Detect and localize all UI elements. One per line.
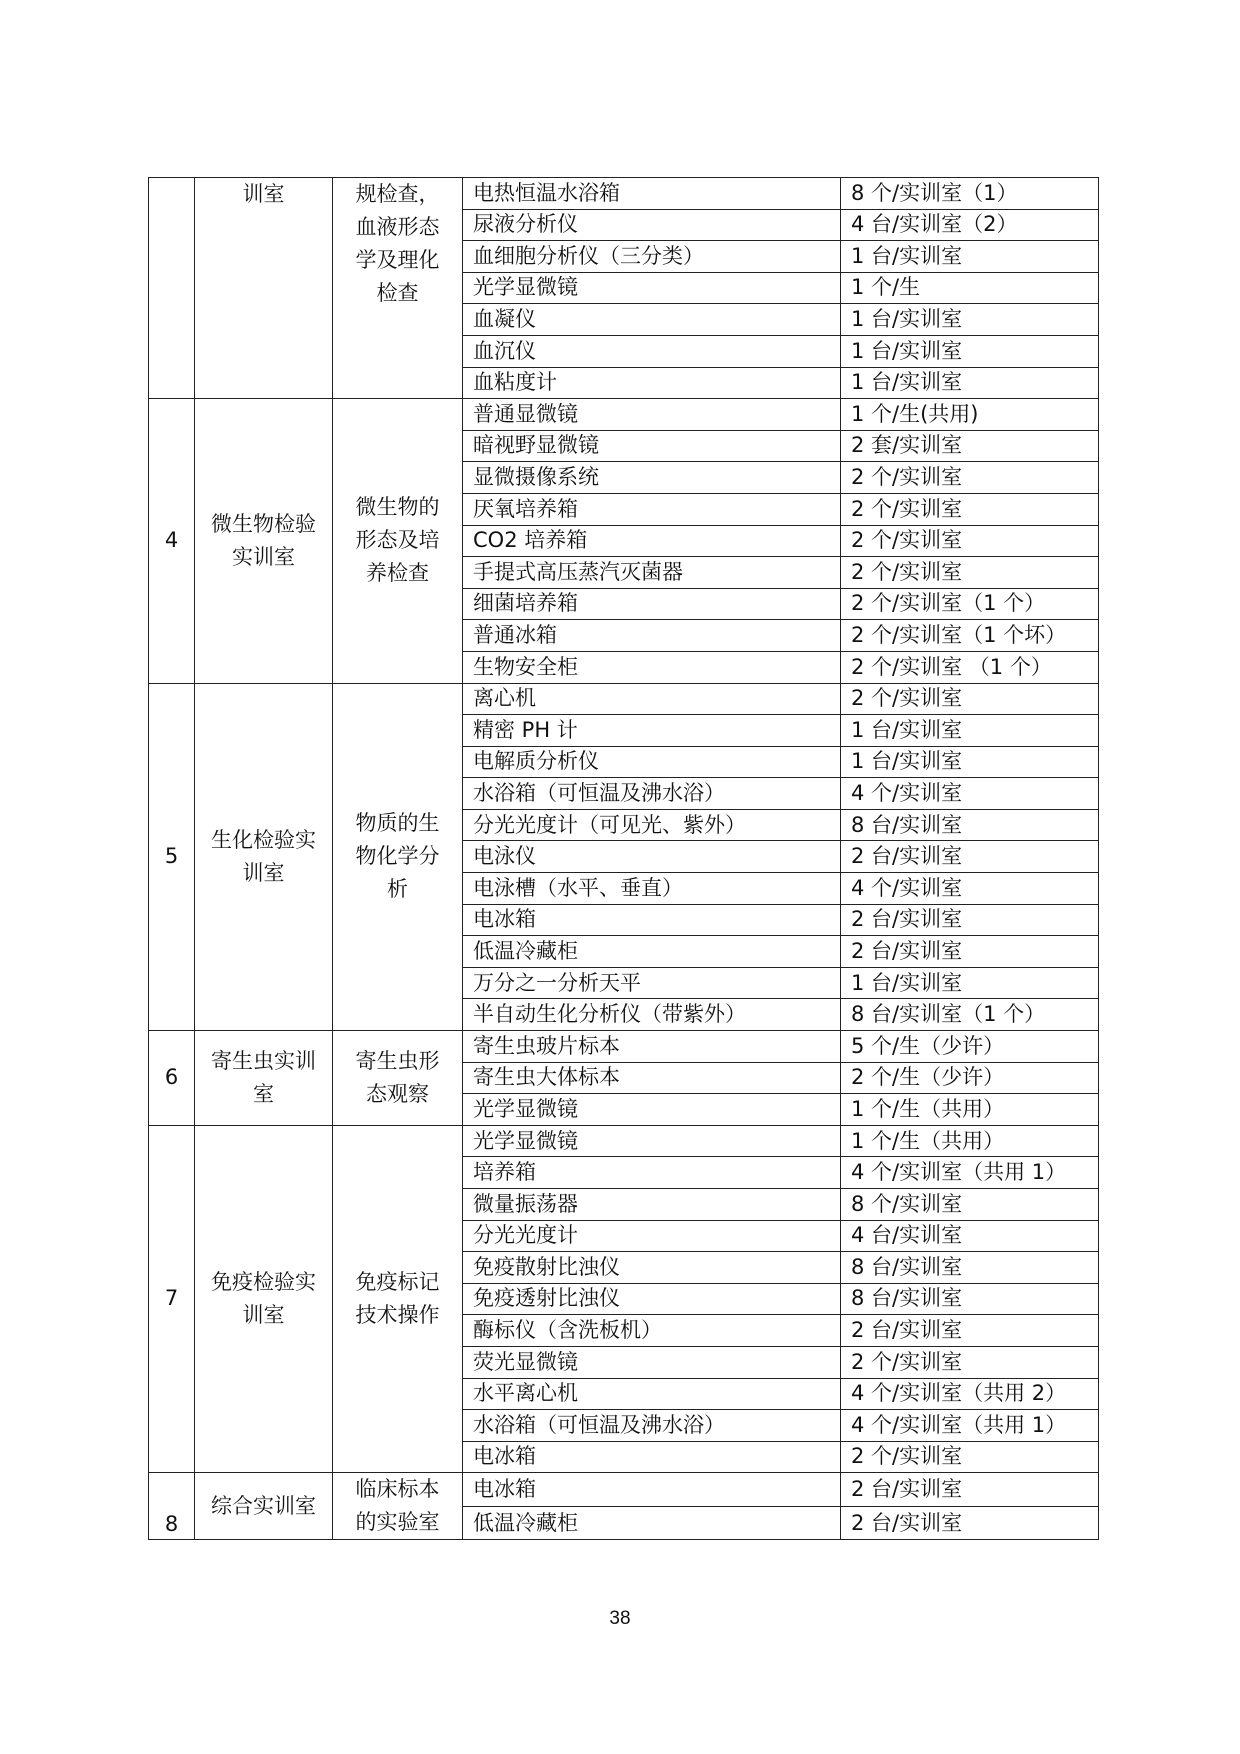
equipment-quantity: 2 个/实训室（1 个） bbox=[841, 588, 1099, 620]
purpose-line: 寄生虫形 bbox=[355, 1048, 440, 1073]
equipment-name: 寄生虫大体标本 bbox=[463, 1062, 841, 1094]
equipment-name: 电冰箱 bbox=[463, 904, 841, 936]
purpose-line: 态观察 bbox=[366, 1081, 429, 1106]
equipment-name: 荧光显微镜 bbox=[463, 1346, 841, 1378]
equipment-quantity: 4 个/实训室 bbox=[841, 778, 1099, 810]
group-number: 8 bbox=[149, 1473, 195, 1540]
equipment-name: 显微摄像系统 bbox=[463, 462, 841, 494]
equipment-name: 免疫透射比浊仪 bbox=[463, 1283, 841, 1315]
equipment-name: 分光光度计 bbox=[463, 1220, 841, 1252]
purpose-line: 规检查， bbox=[355, 182, 440, 206]
table-row bbox=[149, 178, 1099, 210]
equipment-name: 离心机 bbox=[463, 683, 841, 715]
room-name bbox=[195, 1031, 333, 1126]
equipment-name: 血凝仪 bbox=[463, 304, 841, 336]
equipment-name: 电泳槽（水平、垂直） bbox=[463, 873, 841, 905]
equipment-name: 万分之一分析天平 bbox=[463, 967, 841, 999]
room-name-line: 微生物检验 bbox=[211, 511, 316, 536]
equipment-name: 暗视野显微镜 bbox=[463, 430, 841, 462]
room-name-line: 综合实训室 bbox=[211, 1493, 316, 1518]
equipment-quantity: 1 台/实训室 bbox=[841, 967, 1099, 999]
equipment-name: 普通显微镜 bbox=[463, 399, 841, 431]
equipment-name: 电冰箱 bbox=[463, 1473, 841, 1507]
equipment-name: 微量振荡器 bbox=[463, 1189, 841, 1221]
table-row bbox=[149, 683, 1099, 715]
purpose-line: 的实验室 bbox=[355, 1510, 440, 1535]
equipment-name: 免疫散射比浊仪 bbox=[463, 1252, 841, 1284]
room-name bbox=[195, 178, 333, 399]
table-row bbox=[149, 1473, 1099, 1507]
equipment-quantity: 1 台/实训室 bbox=[841, 335, 1099, 367]
equipment-quantity: 2 台/实训室 bbox=[841, 1506, 1099, 1540]
purpose-line: 物化学分 bbox=[355, 844, 440, 869]
equipment-quantity: 2 台/实训室 bbox=[841, 936, 1099, 968]
equipment-name: 电热恒温水浴箱 bbox=[463, 178, 841, 210]
equipment-quantity: 2 个/实训室 bbox=[841, 462, 1099, 494]
equipment-quantity: 2 个/实训室 bbox=[841, 683, 1099, 715]
equipment-name: 低温冷藏柜 bbox=[463, 936, 841, 968]
equipment-name: 光学显微镜 bbox=[463, 272, 841, 304]
training-purpose bbox=[333, 1473, 463, 1540]
equipment-name: 水浴箱（可恒温及沸水浴） bbox=[463, 1410, 841, 1442]
equipment-quantity: 2 个/实训室 bbox=[841, 1441, 1099, 1473]
equipment-name: CO2 培养箱 bbox=[463, 525, 841, 557]
equipment-name: 血粘度计 bbox=[463, 367, 841, 399]
equipment-quantity: 8 台/实训室（1 个） bbox=[841, 999, 1099, 1031]
equipment-name: 培养箱 bbox=[463, 1157, 841, 1189]
training-purpose bbox=[333, 1125, 463, 1473]
purpose-line: 物质的生 bbox=[355, 811, 440, 836]
room-name-line: 寄生虫实训 bbox=[211, 1048, 316, 1073]
equipment-name: 手提式高压蒸汽灭菌器 bbox=[463, 557, 841, 589]
room-name-line: 训室 bbox=[242, 182, 285, 206]
purpose-line: 形态及培 bbox=[355, 528, 440, 553]
purpose-line: 析 bbox=[387, 877, 408, 902]
equipment-quantity: 1 个/生（共用） bbox=[841, 1125, 1099, 1157]
equipment-name: 血沉仪 bbox=[463, 335, 841, 367]
equipment-name: 电解质分析仪 bbox=[463, 746, 841, 778]
equipment-quantity: 2 个/实训室 bbox=[841, 1346, 1099, 1378]
equipment-quantity: 2 个/生（少许） bbox=[841, 1062, 1099, 1094]
equipment-quantity: 2 台/实训室 bbox=[841, 1473, 1099, 1507]
training-purpose bbox=[333, 683, 463, 1031]
training-purpose bbox=[333, 178, 463, 399]
group-number: 6 bbox=[149, 1031, 195, 1126]
purpose-line: 免疫标记 bbox=[355, 1270, 440, 1295]
equipment-quantity: 8 台/实训室 bbox=[841, 1252, 1099, 1284]
room-name bbox=[195, 1125, 333, 1473]
equipment-name: 光学显微镜 bbox=[463, 1094, 841, 1126]
purpose-line: 养检查 bbox=[366, 561, 429, 586]
equipment-quantity: 5 个/生（少许） bbox=[841, 1031, 1099, 1063]
room-name-line: 生化检验实 bbox=[211, 827, 316, 852]
equipment-quantity: 2 台/实训室 bbox=[841, 1315, 1099, 1347]
equipment-quantity: 1 台/实训室 bbox=[841, 746, 1099, 778]
equipment-name: 低温冷藏柜 bbox=[463, 1506, 841, 1540]
equipment-name: 电泳仪 bbox=[463, 841, 841, 873]
group-number: 7 bbox=[149, 1125, 195, 1473]
table-row bbox=[149, 1125, 1099, 1157]
equipment-name: 光学显微镜 bbox=[463, 1125, 841, 1157]
room-name bbox=[195, 1473, 333, 1540]
equipment-name: 厌氧培养箱 bbox=[463, 493, 841, 525]
purpose-line: 血液形态 bbox=[355, 215, 440, 239]
equipment-quantity: 1 个/生（共用） bbox=[841, 1094, 1099, 1126]
equipment-table-body bbox=[149, 178, 1099, 1540]
equipment-name: 寄生虫玻片标本 bbox=[463, 1031, 841, 1063]
purpose-line: 微生物的 bbox=[355, 495, 440, 520]
equipment-name: 细菌培养箱 bbox=[463, 588, 841, 620]
equipment-name: 半自动生化分析仪（带紫外） bbox=[463, 999, 841, 1031]
equipment-name: 尿液分析仪 bbox=[463, 209, 841, 241]
table-row bbox=[149, 1031, 1099, 1063]
equipment-name: 精密 PH 计 bbox=[463, 715, 841, 747]
room-name-line: 室 bbox=[253, 1081, 274, 1106]
room-name-line: 训室 bbox=[242, 1303, 285, 1328]
room-name bbox=[195, 683, 333, 1031]
purpose-line: 学及理化 bbox=[355, 248, 440, 272]
equipment-name: 电冰箱 bbox=[463, 1441, 841, 1473]
equipment-quantity: 1 台/实训室 bbox=[841, 304, 1099, 336]
equipment-quantity: 2 个/实训室 bbox=[841, 557, 1099, 589]
equipment-table bbox=[148, 177, 1099, 1540]
equipment-quantity: 2 台/实训室 bbox=[841, 904, 1099, 936]
equipment-quantity: 2 个/实训室（1 个坏） bbox=[841, 620, 1099, 652]
equipment-quantity: 1 台/实训室 bbox=[841, 241, 1099, 273]
equipment-quantity: 1 台/实训室 bbox=[841, 367, 1099, 399]
equipment-quantity: 2 台/实训室 bbox=[841, 841, 1099, 873]
table-row bbox=[149, 399, 1099, 431]
purpose-line: 临床标本 bbox=[355, 1477, 440, 1502]
equipment-quantity: 1 个/生(共用) bbox=[841, 399, 1099, 431]
equipment-quantity: 8 台/实训室 bbox=[841, 1283, 1099, 1315]
equipment-quantity: 4 台/实训室（2） bbox=[841, 209, 1099, 241]
equipment-name: 水平离心机 bbox=[463, 1378, 841, 1410]
equipment-quantity: 1 个/生 bbox=[841, 272, 1099, 304]
equipment-name: 血细胞分析仪（三分类） bbox=[463, 241, 841, 273]
page-number: 38 bbox=[609, 1608, 631, 1629]
purpose-line: 技术操作 bbox=[355, 1303, 440, 1328]
room-name-line: 训室 bbox=[242, 860, 285, 885]
equipment-name: 普通冰箱 bbox=[463, 620, 841, 652]
training-purpose bbox=[333, 1031, 463, 1126]
group-number: 4 bbox=[149, 399, 195, 683]
room-name bbox=[195, 399, 333, 683]
purpose-line: 检查 bbox=[376, 281, 419, 305]
equipment-quantity: 4 个/实训室（共用 2） bbox=[841, 1378, 1099, 1410]
group-number: 5 bbox=[149, 683, 195, 1031]
equipment-name: 水浴箱（可恒温及沸水浴） bbox=[463, 778, 841, 810]
equipment-name: 生物安全柜 bbox=[463, 651, 841, 683]
equipment-quantity: 2 个/实训室 （1 个） bbox=[841, 651, 1099, 683]
equipment-quantity: 4 个/实训室 bbox=[841, 873, 1099, 905]
room-name-line: 实训室 bbox=[232, 544, 295, 569]
training-purpose bbox=[333, 399, 463, 683]
group-number bbox=[149, 178, 195, 399]
equipment-quantity: 8 台/实训室 bbox=[841, 809, 1099, 841]
equipment-quantity: 8 个/实训室 bbox=[841, 1189, 1099, 1221]
equipment-quantity: 2 个/实训室 bbox=[841, 493, 1099, 525]
equipment-quantity: 4 台/实训室 bbox=[841, 1220, 1099, 1252]
equipment-quantity: 8 个/实训室（1） bbox=[841, 178, 1099, 210]
room-name-line: 免疫检验实 bbox=[211, 1270, 316, 1295]
equipment-name: 酶标仪（含洗板机） bbox=[463, 1315, 841, 1347]
equipment-quantity: 2 套/实训室 bbox=[841, 430, 1099, 462]
equipment-quantity: 2 个/实训室 bbox=[841, 525, 1099, 557]
equipment-name: 分光光度计（可见光、紫外） bbox=[463, 809, 841, 841]
equipment-quantity: 1 台/实训室 bbox=[841, 715, 1099, 747]
equipment-quantity: 4 个/实训室（共用 1） bbox=[841, 1157, 1099, 1189]
equipment-quantity: 4 个/实训室（共用 1） bbox=[841, 1410, 1099, 1442]
